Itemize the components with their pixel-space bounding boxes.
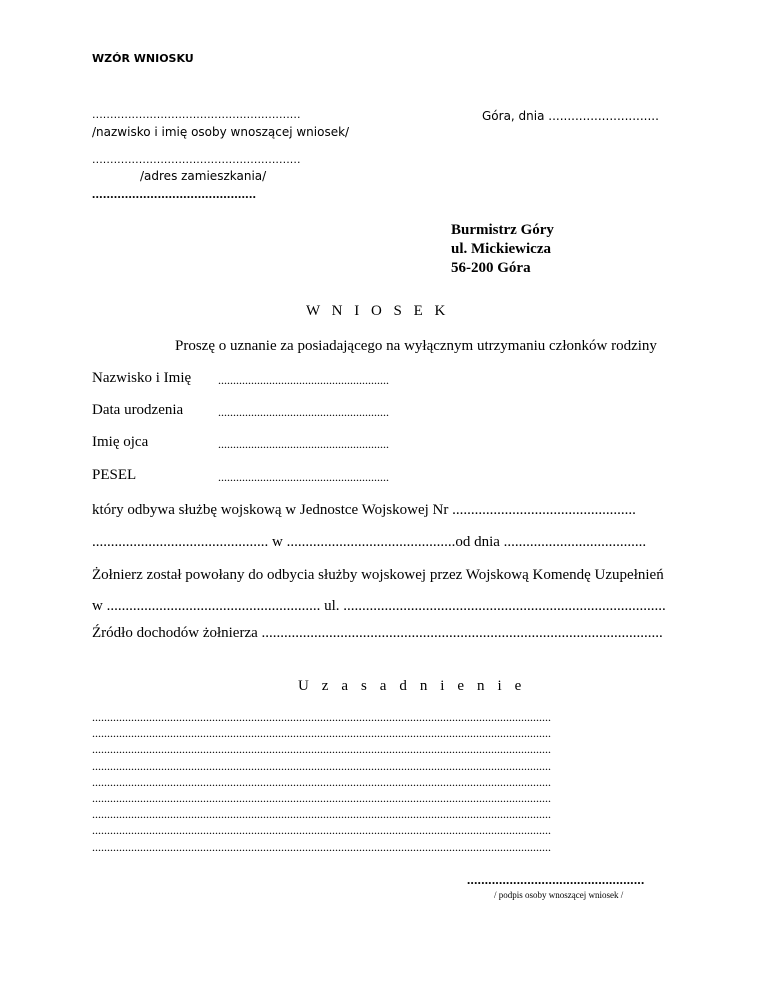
military-unit-line: który odbywa służbę wojskową w Jednostce Wojskowej Nr ................................................. <box>92 502 636 518</box>
justification-line: ......................................................................................................................................................... <box>92 726 551 741</box>
field-label-pesel: PESEL <box>92 467 137 483</box>
justification-line: ......................................................................................................................................................... <box>92 774 551 789</box>
form-intro: Proszę o uznanie za posiadającego na wyłącznym utrzymaniu członków rodziny <box>175 338 657 354</box>
recipient-block <box>451 221 554 278</box>
form-title: W N I O S E K <box>306 303 450 319</box>
justification-line: ......................................................................................................................................................... <box>92 839 551 854</box>
income-source-line: Źródło dochodów żołnierza ........................................................................................................... <box>92 625 663 641</box>
field-label-name: Nazwisko i Imię <box>92 370 192 386</box>
justification-line: ......................................................................................................................................................... <box>92 823 551 838</box>
justification-lines <box>92 709 676 855</box>
address-label: /adres zamieszkania/ <box>140 169 267 183</box>
place-since-line: ............................................... w .............................................od dnia ...................................... <box>92 534 647 550</box>
address-dotted-line-1: .......................................................... <box>92 153 301 166</box>
place-date-line: Góra, dnia ............................. <box>482 109 659 123</box>
signature-label: / podpis osoby wnoszącej wniosek / <box>494 890 624 900</box>
recipient-line-1: Burmistrz Góry <box>451 222 554 238</box>
wku-line: Żołnierz został powołany do odbycia służby wojskowej przez Wojskową Komendę Uzupełnień <box>92 567 664 583</box>
document-header: WZÓR WNIOSKU <box>92 52 194 65</box>
field-dots-father-name: ......................................................... <box>218 437 389 451</box>
field-label-father-name: Imię ojca <box>92 434 149 450</box>
applicant-name-label: /nazwisko i imię osoby wnoszącej wniosek/ <box>92 125 350 139</box>
justification-line: ......................................................................................................................................................... <box>92 742 551 757</box>
wku-address-line: w ......................................................... ul. ...................................................................................... <box>92 598 666 614</box>
field-dots-birthdate: ......................................................... <box>218 405 389 419</box>
justification-title: U z a s a d n i e n i e <box>298 678 526 694</box>
justification-line: ......................................................................................................................................................... <box>92 710 551 724</box>
recipient-line-3: 56-200 Góra <box>451 260 531 276</box>
signature-dotted-line: .................................................. <box>467 872 645 887</box>
address-dotted-line-2: ............................................. <box>92 186 257 201</box>
justification-line: ......................................................................................................................................................... <box>92 807 551 822</box>
field-label-birthdate: Data urodzenia <box>92 402 184 418</box>
field-dots-pesel: ......................................................... <box>218 470 389 484</box>
recipient-line-2: ul. Mickiewicza <box>451 241 551 257</box>
applicant-name-dotted-line: .......................................................... <box>92 108 301 121</box>
field-dots-name: ......................................................... <box>218 373 389 387</box>
justification-line: ......................................................................................................................................................... <box>92 758 551 773</box>
justification-line: ......................................................................................................................................................... <box>92 791 551 806</box>
